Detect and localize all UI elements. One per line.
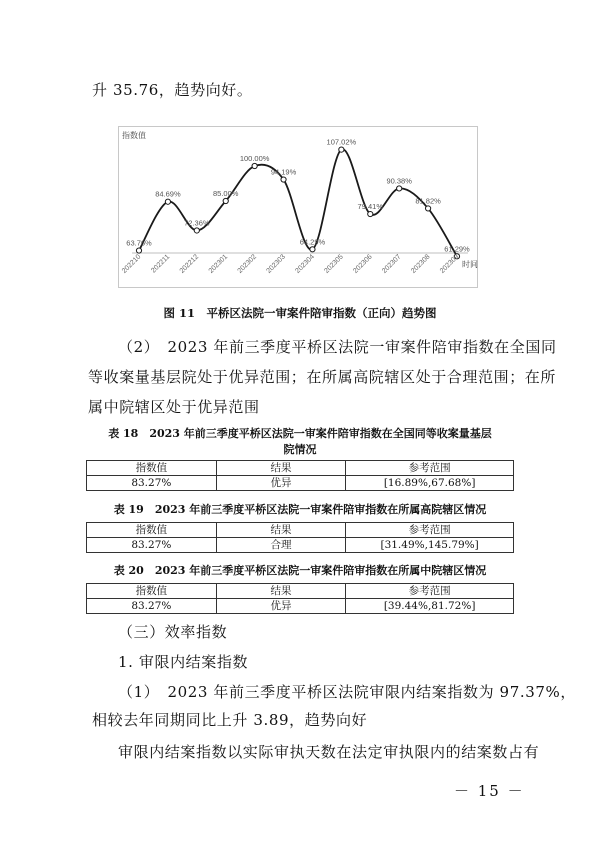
header-cell: 参考范围 — [346, 584, 514, 599]
table-row — [87, 599, 514, 614]
table-row — [87, 538, 514, 553]
x-tick-label: 202306 — [352, 253, 374, 275]
table-row — [87, 476, 514, 491]
chart-svg — [118, 126, 478, 288]
data-label: 61.29% — [444, 244, 470, 254]
table-20 — [86, 583, 514, 614]
intro-line: 升 35.76，趋势向好。 — [92, 81, 253, 99]
data-point — [397, 186, 402, 191]
data-label: 79.41% — [357, 202, 383, 212]
body-text-line: 审限内结案指数以实际审执天数在法定审执限内的结案数占有 — [118, 743, 540, 761]
page-number: － 15 － — [454, 782, 525, 800]
data-point — [368, 211, 373, 216]
data-label: 84.69% — [155, 189, 181, 199]
table-18 — [86, 460, 514, 491]
table-20-caption: 表 20 2023 年前三季度平桥区法院一审案件陪审指数在所属中院辖区情况 — [113, 564, 487, 577]
header-cell: 指数值 — [87, 584, 217, 599]
table-cell: 83.27% — [87, 476, 217, 491]
table-cell: 优异 — [216, 476, 346, 491]
table-19-caption: 表 19 2023 年前三季度平桥区法院一审案件陪审指数在所属高院辖区情况 — [113, 503, 487, 516]
data-point — [252, 163, 257, 168]
data-point — [339, 147, 344, 152]
x-tick-label: 202210 — [120, 253, 143, 275]
x-tick-label: 202212 — [178, 253, 201, 275]
x-tick-label: 202307 — [381, 253, 403, 275]
header-cell: 指数值 — [87, 523, 217, 538]
section-1-line-2: 相较去年同期同比上升 3.89，趋势向好 — [92, 711, 368, 729]
series-line — [139, 149, 457, 256]
data-label: 85.00% — [213, 189, 239, 198]
section-2-line-2: 等收案量基层院处于优异范围；在所属高院辖区处于合理范围；在所 — [88, 368, 557, 386]
table-cell: [31.49%,145.79%] — [346, 538, 514, 553]
data-point — [194, 228, 199, 233]
data-label: 94.19% — [270, 167, 297, 177]
data-point — [310, 247, 315, 252]
data-label: 100.00% — [239, 154, 270, 163]
heading-in-term-closure: 1. 审限内结案指数 — [118, 653, 249, 671]
data-point — [223, 198, 228, 203]
header-cell: 指数值 — [87, 461, 217, 476]
section-1-line-1: （1） 2023 年前三季度平桥区法院审限内结案指数为 97.37%， — [118, 683, 576, 701]
data-label: 64.29% — [299, 237, 326, 247]
data-label: 81.82% — [415, 196, 441, 206]
x-tick-label: 202302 — [236, 253, 259, 275]
table-18-caption — [60, 426, 540, 458]
table-header-row — [87, 523, 514, 538]
header-cell: 参考范围 — [346, 461, 514, 476]
section-2-line-3: 属中院辖区处于优异范围 — [88, 398, 260, 416]
table-cell: [16.89%,67.68%] — [346, 476, 514, 491]
header-cell: 结果 — [216, 523, 346, 538]
header-cell: 参考范围 — [346, 523, 514, 538]
table-cell: [39.44%,81.72%] — [346, 599, 514, 614]
x-tick-label: 202303 — [265, 253, 287, 275]
x-axis-label: 时间 — [462, 260, 478, 269]
data-label: 72.36% — [184, 218, 210, 228]
table-cell: 83.27% — [87, 599, 217, 614]
data-point — [425, 206, 430, 211]
figure-caption: 图 11 平桥区法院一审案件陪审指数（正向）趋势图 — [163, 306, 437, 320]
table-header-row — [87, 584, 514, 599]
data-point — [136, 248, 141, 253]
table-header-row — [87, 461, 514, 476]
trend-chart — [118, 126, 478, 288]
data-label: 63.76% — [126, 238, 152, 248]
table-19 — [86, 522, 514, 553]
table-18-caption-line-1: 表 18 2023 年前三季度平桥区法院一审案件陪审指数在全国同等收案量基层 — [108, 427, 492, 440]
x-tick-label: 202305 — [323, 253, 345, 275]
x-tick-label: 202301 — [207, 253, 230, 275]
x-tick-label: 202304 — [294, 253, 316, 275]
heading-efficiency-index: （三）效率指数 — [118, 623, 228, 641]
header-cell: 结果 — [216, 461, 346, 476]
table-18-caption-line-2: 院情况 — [283, 443, 317, 456]
x-tick-label: 202211 — [150, 253, 172, 275]
data-label: 90.38% — [386, 176, 412, 186]
x-tick-label: 202308 — [410, 253, 432, 275]
table-cell: 合理 — [216, 538, 346, 553]
data-point — [281, 177, 286, 182]
y-axis-label: 指数值 — [122, 131, 146, 140]
table-cell: 优异 — [216, 599, 346, 614]
section-2-line-1: （2） 2023 年前三季度平桥区法院一审案件陪审指数在全国同 — [118, 338, 557, 356]
data-point — [165, 199, 170, 204]
x-tick-label: 202309 — [438, 253, 461, 275]
data-label: 107.02% — [326, 137, 357, 147]
header-cell: 结果 — [216, 584, 346, 599]
chart-marks — [121, 138, 470, 275]
table-cell: 83.27% — [87, 538, 217, 553]
